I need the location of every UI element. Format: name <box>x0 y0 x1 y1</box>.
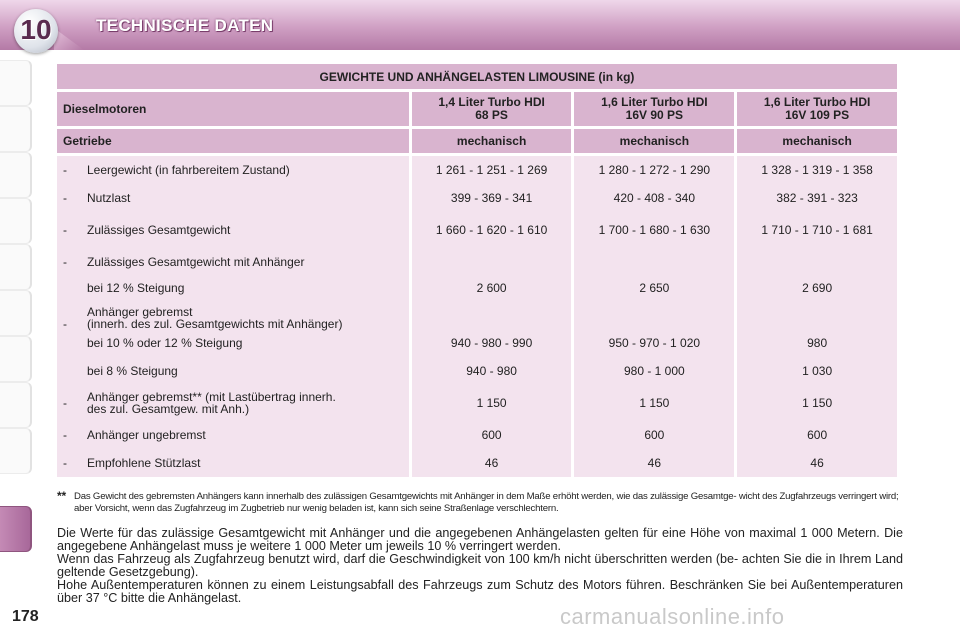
table-column-values: 1 328 - 1 319 - 1 358 382 - 391 - 323 1 710 - 1 710 - 1 681 2 690 980 1 030 1 150 600 46 <box>737 156 897 477</box>
chapter-number: 10 <box>20 14 52 45</box>
paragraph: Wenn das Fahrzeug als Zugfahrzeug benutzt wird, darf die Geschwindigkeit von 100 km/h nicht überschritten werden (be- achten Sie die in Ihrem Land geltende Gesetzgebung). <box>57 552 903 579</box>
footnote <box>57 491 903 515</box>
gearbox-value: mechanisch <box>737 129 897 153</box>
paragraph: Die Werte für das zulässige Gesamtgewicht mit Anhänger und die angegebenen Anhängelasten gelten für eine Höhe von maximal 1 000 Metern. Die angegebene Anhängelast muss je weitere 1 000 Meter um jeweils 10 % verringert werden. <box>57 526 903 553</box>
side-tab[interactable] <box>0 428 32 474</box>
chapter-side-tabs <box>0 60 32 560</box>
side-tab[interactable] <box>0 336 32 382</box>
side-tab[interactable] <box>0 60 32 106</box>
gearbox-value: mechanisch <box>412 129 572 153</box>
side-tab[interactable] <box>0 152 32 198</box>
side-tab[interactable] <box>0 244 32 290</box>
side-tab[interactable] <box>0 106 32 152</box>
table-column-values: 1 261 - 1 251 - 1 269 399 - 369 - 341 1 660 - 1 620 - 1 610 2 600 940 - 980 - 990 940 - 980 1 150 600 46 <box>412 156 572 477</box>
side-tab[interactable] <box>0 382 32 428</box>
page-header <box>0 0 960 50</box>
side-tab[interactable] <box>0 290 32 336</box>
table-row-label: - Leergewicht (in fahrbereitem Zustand) - Nutzlast - Zulässiges Gesamtgewicht - Zulässiges Gesamtgewicht mit Anhänger bei 12 % Steigung - Anhänger gebremst (innerh. des zul. Gesamtgewichts mit Anhänger) bei 10 % oder 12 % Steigung bei 8 % Steigung - Anhänger gebremst** (mit Lastübertrag innerh. des zul. Gesamtgew. mit Anh.) - Anhänger ungebremst - Empfohlene Stützlast <box>57 156 409 477</box>
engine-header: 1,6 Liter Turbo HDI 16V 90 PS <box>574 92 734 126</box>
table-column-values: 1 280 - 1 272 - 1 290 420 - 408 - 340 1 700 - 1 680 - 1 630 2 650 950 - 970 - 1 020 980 - 1 000 1 150 600 46 <box>574 156 734 477</box>
engine-header: 1,6 Liter Turbo HDI 16V 109 PS <box>737 92 897 126</box>
footnote-text: Das Gewicht des gebremsten Anhängers kann innerhalb des zulässigen Gesamtgewichts mit Anhänger in dem Maße erhöht werden, wie das zulässige Gesamtge- wicht des Zugfahrzeugs verringert wird; aber Vorsicht, wenn das Zugfahrzeug im Zugbetrieb nur wenig beladen ist, kann sich seine Straßenlage verschlechtern. <box>74 491 899 514</box>
watermark: carmanualsonline.info <box>560 604 785 629</box>
engine-label: Dieselmotoren <box>57 92 409 126</box>
engine-header: 1,4 Liter Turbo HDI 68 PS <box>412 92 572 126</box>
page-number: 178 <box>12 608 39 625</box>
footnote-mark: ** <box>57 489 66 503</box>
header-fold-decoration <box>54 28 84 50</box>
gearbox-label: Getriebe <box>57 129 409 153</box>
table-title: GEWICHTE UND ANHÄNGELASTEN LIMOUSINE (in kg) <box>57 64 897 89</box>
gearbox-value: mechanisch <box>574 129 734 153</box>
page-title: TECHNISCHE DATEN <box>96 16 274 35</box>
body-text <box>57 527 903 605</box>
weights-table <box>54 61 900 480</box>
side-tab-active[interactable] <box>0 506 32 552</box>
paragraph: Hohe Außentemperaturen können zu einem Leistungsabfall des Fahrzeugs zum Schutz des Motors führen. Beschränken Sie bei Außentemperaturen über 37 °C bitte die Anhängelast. <box>57 578 903 605</box>
side-tab[interactable] <box>0 198 32 244</box>
